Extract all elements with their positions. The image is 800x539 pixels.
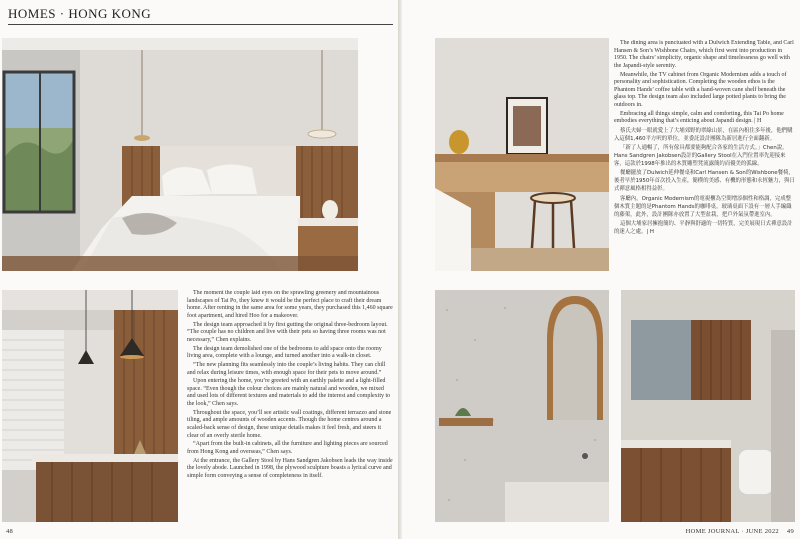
- paragraph: The moment the couple laid eyes on the sprawling greenery and mountainous landscapes of Tai Po, they knew it would be the perfect place to craft their dream home. After renting in the same area for some years, they purchased this 1,460 square foot apartment, and hired Hoo for a makeover.: [187, 290, 393, 319]
- section-header: HOMES · HONG KONG: [8, 6, 152, 21]
- article-column-left: [187, 290, 393, 518]
- right-page: [402, 0, 800, 539]
- lounge-illustration: [2, 290, 178, 522]
- paragraph: At the entrance, the Gallery Stool by Hans Sandgren Jakobsen leads the way inside the lovely abode. Launched in 1998, the plywood sculpture boasts a lyrical curve and simple form conveying a sense of completeness in itself.: [187, 457, 393, 479]
- page-number-left: 48: [6, 528, 14, 535]
- paragraph: “The new planning fits seamlessly into the couple’s living habits. They can chill and relax during leisure times, with enough space for their pets to move around.”: [187, 361, 386, 376]
- page-footer-right: [686, 528, 794, 535]
- article-column-right: [614, 40, 796, 276]
- chinese-paragraph: 這個大埔家居擁抱簡約、平靜與舒適的一切特質，完美展現日式禪意設計的迷人之處。| H: [614, 220, 793, 235]
- bedroom-photo: [2, 38, 358, 271]
- paragraph: Meanwhile, the TV cabinet from Organic Modernism adds a touch of personality and sophistication. Completing the wooden ethos is the Phantom Hands’ coffee table with a hand-woven cane shelf beneath the glass top. The design team also included large potted plants to bring the outdoors in.: [614, 71, 787, 108]
- lounge-photo: [2, 290, 178, 522]
- page-number-right: 49: [786, 528, 794, 535]
- chinese-paragraph: 餐廳擺放了Dulwich延伸餐桌和Carl Hansen & Son的Wishbone餐椅，後者早於1950年首次投入生產，簡樸的美感、有機的形態和永恆魅力，與日式禪意風格相得益彰。: [614, 170, 795, 193]
- footer-separator: ·: [741, 528, 746, 535]
- bedroom-illustration: [2, 38, 358, 271]
- issue-date: JUNE 2022: [745, 528, 779, 535]
- paragraph: The dining area is punctuated with a Dulwich Extending Table, and Carl Hansen & Son’s Wishbone Chairs, which first went into production in 1950. The chairs’ simplicity, organic shape and timelessness go well with the Japandi-style serenity.: [614, 40, 794, 69]
- paragraph: “Apart from the built-in cabinets, all the furniture and lighting pieces are sourced from Hong Kong and overseas,” Chen says.: [187, 441, 388, 455]
- bathroom-vanity-photo: [621, 290, 795, 522]
- chinese-paragraph: 客廳內，Organic Modernism的電視櫃為空間增添個性和格調，完成整個木質主題的是Phantom Hands的咖啡桌，玻璃桌面下設有一層人手編織的藤架，此外，設計團隊亦放置了大型盆栽，把戶外氣氛帶進室內。: [614, 195, 792, 218]
- paragraph: The design team demolished one of the bedrooms to add space onto the roomy living area, complete with a lounge, and turned another into a walk-in closet.: [187, 345, 382, 360]
- paragraph: Upon entering the home, you’re greeted with an earthly palette and a light-filled space. “Even though the colour choices are mainly natural and wooden, we mixed and used lots of different textures and materials to add the interest and complexity to the look,” Chen says.: [187, 378, 391, 408]
- paragraph: Embracing all things simple, calm and comforting, this Tai Po home embodies everything that’s enticing about Japandi design. | H: [614, 110, 784, 125]
- header-rule: [8, 24, 393, 25]
- chinese-paragraph: 蔡氏夫婦一眼就愛上了大埔郊野的翠綠山景，在區內租住多年後，他們購入這個1,460平方呎的單位，並委託設計團隊為新居進行全面翻新。: [614, 128, 793, 143]
- desk-illustration: [435, 38, 609, 271]
- left-page: [0, 0, 398, 539]
- paragraph: The design team approached it by first gutting the original three-bedroom layout. “The couple has no children and live with their pets so having three rooms was not necessary,” Chen explains.: [187, 321, 388, 343]
- chinese-paragraph: 「新了人通暢了，所有傢具都要能夠配合各家的生活方式。」Chen說。Hans Sandgren Jakobsen設計的Gallery Stool在入門位置率先迎接來客，這款於1998年推出的木質雕塑凳流露簡約而優美的弧線。: [614, 145, 788, 168]
- paragraph: Throughout the space, you’ll see artistic wall coatings, different terrazzo and stone tiling, and ample amounts of wooden accents. Though the home centres around a scaled-back sense of design, these unique details makes it feel fresh, and steers it clear of an overly sterile home.: [187, 409, 392, 439]
- desk-photo: [435, 38, 609, 271]
- bathroom-arch-photo: [435, 290, 609, 522]
- bathroom-vanity-illustration: [621, 290, 795, 522]
- bathroom-arch-illustration: [435, 290, 609, 522]
- magazine-name: HOME JOURNAL: [685, 528, 740, 535]
